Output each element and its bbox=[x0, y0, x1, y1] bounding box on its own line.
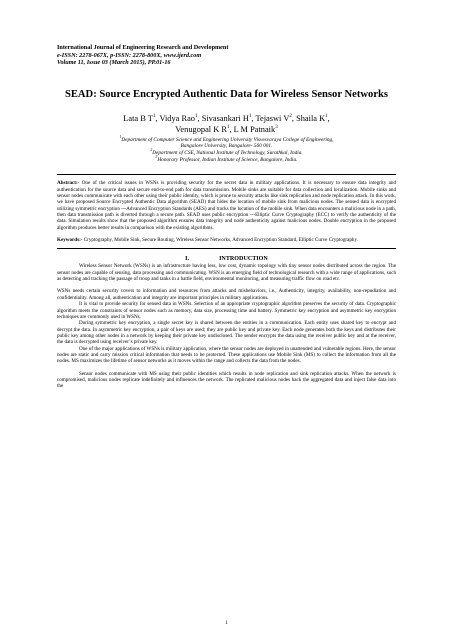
keywords-label: Keywords:- bbox=[57, 236, 83, 243]
author-separator: , bbox=[155, 114, 160, 124]
author-separator: , bbox=[327, 114, 330, 124]
journal-issn: e-ISSN: 2278-067X, p-ISSN: 2278-800X, www.ijerd.com bbox=[57, 51, 202, 59]
author-sup: 1 bbox=[325, 114, 328, 120]
affiliation-1 bbox=[57, 137, 396, 144]
abstract-label: Abstract:- bbox=[57, 180, 80, 187]
abstract bbox=[57, 180, 396, 231]
body-paragraph: Sensor nodes communicate with MS using their public identities which results in node replication and sink replication attacks. When the network is compromised, malicious nodes replicate indefinitely and influences the network. The replicated malicious nodes hack the aggregated data and inject false data into the bbox=[57, 370, 396, 390]
affiliation-sup: 3 bbox=[155, 154, 158, 159]
affiliation-3 bbox=[57, 154, 396, 164]
author-separator: , bbox=[251, 114, 256, 124]
author-name: Sivasankari H bbox=[201, 114, 249, 124]
affiliation-2 bbox=[57, 150, 396, 157]
section-number: I. bbox=[185, 256, 190, 263]
affiliation-sup: 1 bbox=[119, 135, 122, 140]
author-name: Lata B T bbox=[123, 114, 153, 124]
author-name: Tejaswi V bbox=[255, 114, 290, 124]
author-name: Vidya Rao bbox=[159, 114, 195, 124]
author-list bbox=[57, 114, 396, 134]
body-paragraph: WSNs needs certain security covers to information and resources from attacks and misbehaviors, i.e., Authenticity, integrity, availability, non-repudiation and confidentiality. Among all, authentication and integrity are important principles in military applications. bbox=[57, 288, 396, 301]
author-sup: 1 bbox=[226, 124, 230, 130]
affiliations bbox=[57, 137, 396, 163]
divider-rule bbox=[57, 248, 396, 249]
page-number: 1 bbox=[225, 620, 228, 626]
author-separator: , bbox=[229, 124, 234, 134]
body-paragraph: One of the major applications of WSNs is military application, where the sensor nodes are deployed in unattended and vulnerable regions. Here, the sensor nodes are static and carry mission critical information that needs to be protected. These applications use Mobile Sink (MS) to collect the information from all the nodes. MS maximizes the lifetime of sensor networks as it moves within the range and collects the data from the nodes. bbox=[57, 345, 396, 365]
author-sup: 1 bbox=[152, 114, 156, 120]
keywords-text: Cryptography, Mobile Sink, Secure Routing, Wireless Sensor Networks, Advanced Encryption Standard, Elliptic Curve Cryptography. bbox=[83, 236, 358, 243]
author-name: L M Patnaik bbox=[233, 124, 276, 134]
author-name: Venugopal K R bbox=[175, 124, 227, 134]
body-paragraph: It is vital to provide security for sensed data in WSNs. Selection of an appropriate cryptographic algorithm preserves the security of data. Cryptographic algorithm meets the constraints of sensor nodes such as memory, data size, processing time and battery. Symmetric key encryption and asymmetric key encryption techniques are commonly used in WSNs. bbox=[57, 301, 396, 320]
section-body bbox=[57, 263, 396, 389]
affiliation-1-continued: Bangalore University, Bangalore- 560 001. bbox=[180, 143, 273, 150]
affiliation-text: Honorary Professor, Indian Institute of Science, Bangalore, India. bbox=[157, 156, 298, 163]
journal-volume: Volume 11, Issue 03 (March 2015), PP.01-16 bbox=[57, 59, 171, 67]
affiliation-sup: 2 bbox=[150, 148, 153, 153]
abstract-text: One of the critical issues in WSNs is providing security for the secret data in military applications. It is necessary to ensure data integrity and authentication for the source data and secure end-to-end path for data transmission. Mobile sinks are suitable for data collection and localization. Mobile sinks and sensor nodes communicate with each other using their public identity, which is prone to security attacks like sink replication and node replication attack. In this work, we have proposed Source Encrypted Authentic Data algorithm (SEAD) that hides the location of mobile sink from malicious nodes. The sensed data is encrypted utilizing symmetric encryption ---Advanced Encryption Standards (AES) and tracks the location of the mobile sink. When data encounters a malicious node in a path, then data transmission path is diverted through a secure path. SEAD uses public encryption ---Elliptic Curve Cryptography (ECC) to verify the authenticity of the data. Simulation results show that the proposed algorithm ensures data integrity and node authenticity against malicious nodes. Double encryption in the proposed algorithm produces better results in comparison with the existing algorithms. bbox=[57, 180, 396, 231]
keywords bbox=[57, 237, 396, 243]
body-paragraph: Wireless Sensor Network (WSNs) is an infrastructure having less, low cost, dynamic topology with tiny sensor nodes distributed across the region. The sensor nodes are capable of sensing, data processing and communicating. WSN is an emerging field of technological research with a wide range of applications, such as detecting and tracking the passage of troop and tanks in a battle field, environmental monitoring, and measuring traffic flow on road etc. bbox=[57, 263, 396, 283]
author-sup: 1 bbox=[195, 114, 198, 120]
journal-header bbox=[57, 44, 396, 67]
paper-title: SEAD: Source Encrypted Authentic Data for Wireless Sensor Networks bbox=[64, 88, 389, 100]
author-sup: 2 bbox=[289, 114, 292, 120]
author-name: Shaila K bbox=[296, 114, 326, 124]
journal-name: International Journal of Engineering Research and Development bbox=[57, 44, 229, 51]
author-separator: , bbox=[291, 114, 297, 124]
section-title: INTRODUCTION bbox=[219, 256, 268, 263]
author-sup: 3 bbox=[275, 124, 278, 130]
author-separator: , bbox=[197, 114, 202, 124]
body-paragraph: During symmetric key encryption, a single secret key is shared between the entities in a communication. Each entity uses shared key to encrypt and decrypt the data. In asymmetric key encryption, a pair of keys are used; they are public key and private key. Each node generates both the keys and distributes their public key among other nodes in a network by keeping their private key undisclosed. The sender encrypts the data using the receiver public key and at the receiver, the data is decrypted using receiver’s private key. bbox=[57, 320, 396, 346]
divider-rule bbox=[57, 174, 396, 175]
affiliation-text: Department of Computer Science and Engineering University Visvesvaraya College of Engineering, bbox=[121, 136, 334, 143]
author-sup: 1 bbox=[248, 114, 252, 120]
affiliation-text: Department of CSE, National Institute of Technology, Surathkal, India. bbox=[152, 149, 303, 156]
